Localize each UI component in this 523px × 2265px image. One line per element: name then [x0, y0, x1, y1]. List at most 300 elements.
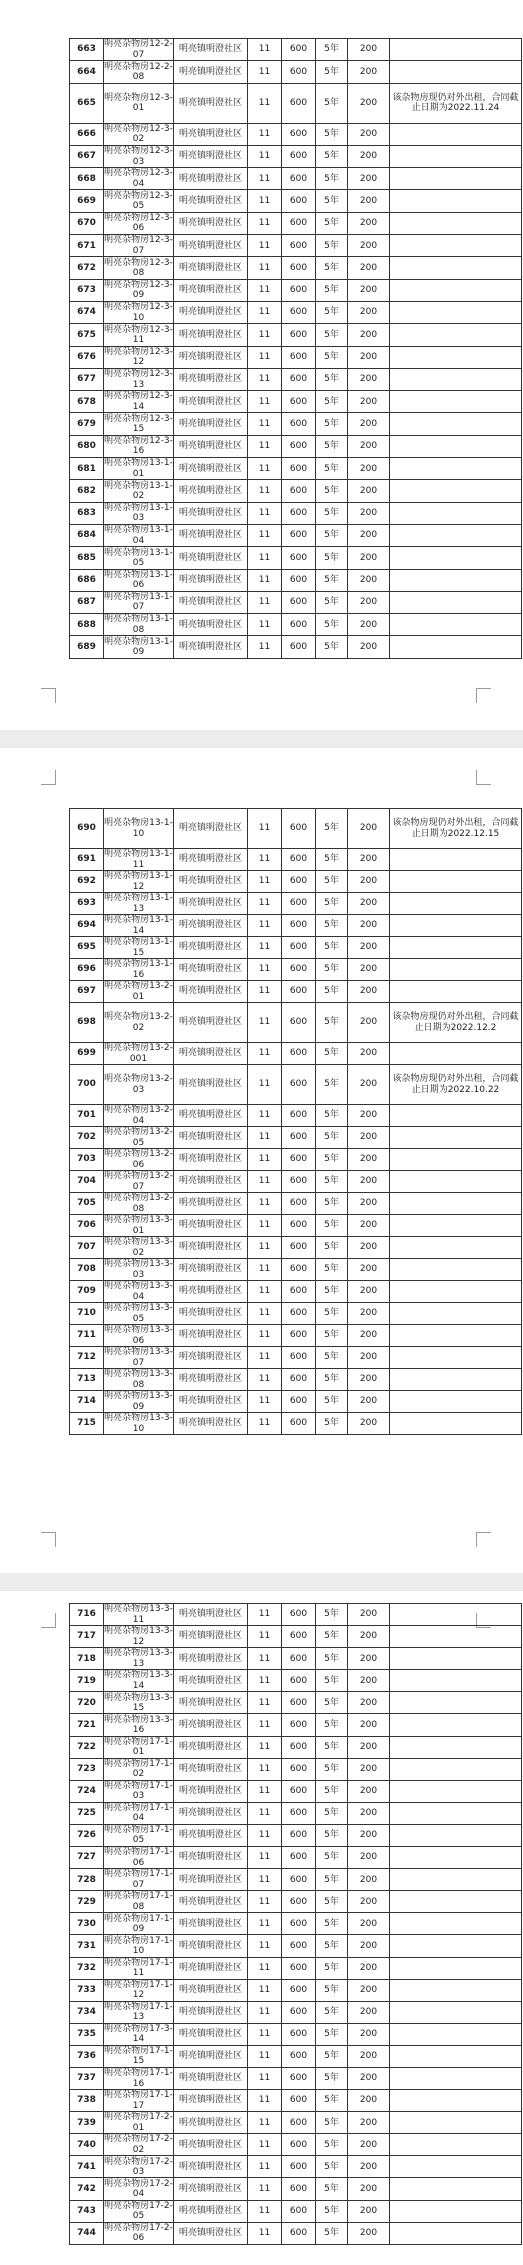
community-name: 明亮镇明澄社区: [174, 346, 248, 368]
table-row: [70, 1935, 522, 1957]
community-name: 明亮镇明澄社区: [174, 1891, 248, 1913]
table-row: [70, 591, 522, 613]
table-row: [70, 2178, 522, 2200]
deposit-value: 200: [348, 1413, 390, 1435]
table-row: [70, 145, 522, 167]
price-value: 600: [282, 435, 316, 457]
lease-term: 5年: [316, 1369, 348, 1391]
area-value: 11: [248, 1303, 282, 1325]
deposit-value: 200: [348, 2156, 390, 2178]
price-value: 600: [282, 2222, 316, 2244]
row-number: 688: [70, 614, 104, 636]
area-value: 11: [248, 547, 282, 569]
remark-note: [390, 1758, 522, 1780]
price-value: 600: [282, 2200, 316, 2222]
remark-note: 该杂物房现仍对外出租，合同截止日期为2022.12.15: [390, 809, 522, 849]
remark-note: [390, 1935, 522, 1957]
row-number: 720: [70, 1692, 104, 1714]
remark-note: [390, 61, 522, 83]
price-value: 600: [282, 1237, 316, 1259]
price-value: 600: [282, 2178, 316, 2200]
lease-term: 5年: [316, 168, 348, 190]
deposit-value: 200: [348, 1149, 390, 1171]
price-value: 600: [282, 145, 316, 167]
row-number: 687: [70, 591, 104, 613]
lease-term: 5年: [316, 959, 348, 981]
area-value: 11: [248, 301, 282, 323]
remark-note: [390, 981, 522, 1003]
community-name: 明亮镇明澄社区: [174, 61, 248, 83]
deposit-value: 200: [348, 1127, 390, 1149]
community-name: 明亮镇明澄社区: [174, 2001, 248, 2023]
price-value: 600: [282, 123, 316, 145]
area-value: 11: [248, 324, 282, 346]
deposit-value: 200: [348, 1325, 390, 1347]
lease-term: 5年: [316, 849, 348, 871]
table-row: [70, 1648, 522, 1670]
deposit-value: 200: [348, 279, 390, 301]
area-value: 11: [248, 502, 282, 524]
deposit-value: 200: [348, 569, 390, 591]
lease-term: 5年: [316, 1847, 348, 1869]
deposit-value: 200: [348, 1043, 390, 1065]
deposit-value: 200: [348, 2067, 390, 2089]
community-name: 明亮镇明澄社区: [174, 1237, 248, 1259]
table-body: [70, 809, 522, 1435]
remark-note: [390, 1127, 522, 1149]
community-name: 明亮镇明澄社区: [174, 235, 248, 257]
price-value: 600: [282, 871, 316, 893]
community-name: 明亮镇明澄社区: [174, 1913, 248, 1935]
area-value: 11: [248, 1802, 282, 1824]
community-name: 明亮镇明澄社区: [174, 1003, 248, 1043]
price-value: 600: [282, 524, 316, 546]
row-number: 668: [70, 168, 104, 190]
table-row: [70, 2112, 522, 2134]
deposit-value: 200: [348, 1957, 390, 1979]
deposit-value: 200: [348, 190, 390, 212]
community-name: 明亮镇明澄社区: [174, 1303, 248, 1325]
row-number: 709: [70, 1281, 104, 1303]
crop-mark: [476, 770, 491, 785]
row-number: 696: [70, 959, 104, 981]
community-name: 明亮镇明澄社区: [174, 1648, 248, 1670]
area-value: 11: [248, 1869, 282, 1891]
table-row: [70, 435, 522, 457]
remark-note: 该杂物房现仍对外出租，合同截止日期为2022.10.22: [390, 1065, 522, 1105]
row-number: 734: [70, 2001, 104, 2023]
row-number: 721: [70, 1714, 104, 1736]
row-number: 685: [70, 547, 104, 569]
row-number: 664: [70, 61, 104, 83]
remark-note: [390, 1105, 522, 1127]
page-gap-2: [0, 1573, 523, 1591]
storage-room-name: 明亮杂物房17-1-02: [104, 1758, 173, 1780]
table-row: [70, 981, 522, 1003]
price-value: 600: [282, 569, 316, 591]
price-value: 600: [282, 1215, 316, 1237]
row-number: 731: [70, 1935, 104, 1957]
table-body: [70, 39, 522, 659]
lease-term: 5年: [316, 2090, 348, 2112]
lease-term: 5年: [316, 1215, 348, 1237]
community-name: 明亮镇明澄社区: [174, 1736, 248, 1758]
storage-room-name: 明亮杂物房12-3-13: [104, 369, 173, 390]
row-number: 679: [70, 413, 104, 435]
remark-note: [390, 524, 522, 546]
rental-table-page-1: [69, 38, 522, 659]
remark-note: [390, 1869, 522, 1891]
remark-note: [390, 1237, 522, 1259]
remark-note: [390, 915, 522, 937]
table-row: [70, 1215, 522, 1237]
price-value: 600: [282, 893, 316, 915]
table-row: [70, 1281, 522, 1303]
page-gap-1: [0, 730, 523, 748]
lease-term: 5年: [316, 1105, 348, 1127]
deposit-value: 200: [348, 2023, 390, 2045]
community-name: 明亮镇明澄社区: [174, 2067, 248, 2089]
storage-room-name: 明亮杂物房13-3-07: [104, 1347, 173, 1368]
area-value: 11: [248, 2178, 282, 2200]
row-number: 697: [70, 981, 104, 1003]
crop-mark: [41, 688, 56, 703]
community-name: 明亮镇明澄社区: [174, 893, 248, 915]
remark-note: [390, 2067, 522, 2089]
row-number: 715: [70, 1413, 104, 1435]
storage-room-name: 明亮杂物房13-1-13: [104, 893, 173, 914]
storage-room-name: 明亮杂物房13-1-12: [104, 871, 173, 892]
storage-room-name: 明亮杂物房17-2-05: [104, 2200, 173, 2222]
price-value: 600: [282, 1065, 316, 1105]
price-value: 600: [282, 502, 316, 524]
area-value: 11: [248, 1935, 282, 1957]
area-value: 11: [248, 1043, 282, 1065]
table-row: [70, 937, 522, 959]
community-name: 明亮镇明澄社区: [174, 1802, 248, 1824]
price-value: 600: [282, 2156, 316, 2178]
table-row: [70, 1325, 522, 1347]
community-name: 明亮镇明澄社区: [174, 1847, 248, 1869]
deposit-value: 200: [348, 1347, 390, 1369]
area-value: 11: [248, 849, 282, 871]
area-value: 11: [248, 458, 282, 480]
table-row: [70, 2200, 522, 2222]
table-row: [70, 168, 522, 190]
area-value: 11: [248, 1105, 282, 1127]
storage-room-name: 明亮杂物房12-3-04: [104, 168, 173, 189]
table-row: [70, 1043, 522, 1065]
remark-note: [390, 145, 522, 167]
community-name: 明亮镇明澄社区: [174, 2045, 248, 2067]
remark-note: [390, 2200, 522, 2222]
lease-term: 5年: [316, 1648, 348, 1670]
price-value: 600: [282, 1347, 316, 1369]
remark-note: [390, 435, 522, 457]
lease-term: 5年: [316, 1347, 348, 1369]
row-number: 694: [70, 915, 104, 937]
community-name: 明亮镇明澄社区: [174, 190, 248, 212]
lease-term: 5年: [316, 1714, 348, 1736]
deposit-value: 200: [348, 413, 390, 435]
lease-term: 5年: [316, 301, 348, 323]
row-number: 738: [70, 2090, 104, 2112]
price-value: 600: [282, 2067, 316, 2089]
deposit-value: 200: [348, 1935, 390, 1957]
price-value: 600: [282, 279, 316, 301]
community-name: 明亮镇明澄社区: [174, 1935, 248, 1957]
price-value: 600: [282, 1758, 316, 1780]
lease-term: 5年: [316, 614, 348, 636]
lease-term: 5年: [316, 981, 348, 1003]
community-name: 明亮镇明澄社区: [174, 1391, 248, 1413]
price-value: 600: [282, 212, 316, 234]
row-number: 710: [70, 1303, 104, 1325]
lease-term: 5年: [316, 2134, 348, 2156]
area-value: 11: [248, 1281, 282, 1303]
deposit-value: 200: [348, 1802, 390, 1824]
storage-room-name: 明亮杂物房17-1-05: [104, 1825, 173, 1846]
table-row: [70, 39, 522, 61]
community-name: 明亮镇明澄社区: [174, 547, 248, 569]
community-name: 明亮镇明澄社区: [174, 809, 248, 849]
lease-term: 5年: [316, 2001, 348, 2023]
lease-term: 5年: [316, 1824, 348, 1846]
remark-note: [390, 959, 522, 981]
price-value: 600: [282, 614, 316, 636]
storage-room-name: 明亮杂物房13-1-09: [104, 636, 173, 658]
deposit-value: 200: [348, 2045, 390, 2067]
lease-term: 5年: [316, 1281, 348, 1303]
lease-term: 5年: [316, 1171, 348, 1193]
community-name: 明亮镇明澄社区: [174, 212, 248, 234]
storage-room-name: 明亮杂物房12-3-03: [104, 146, 173, 167]
area-value: 11: [248, 2222, 282, 2244]
table-row: [70, 368, 522, 390]
row-number: 683: [70, 502, 104, 524]
lease-term: 5年: [316, 1670, 348, 1692]
table-row: [70, 524, 522, 546]
row-number: 677: [70, 368, 104, 390]
area-value: 11: [248, 212, 282, 234]
lease-term: 5年: [316, 1979, 348, 2001]
area-value: 11: [248, 1391, 282, 1413]
lease-term: 5年: [316, 1802, 348, 1824]
storage-room-name: 明亮杂物房12-3-16: [104, 436, 173, 457]
remark-note: [390, 614, 522, 636]
lease-term: 5年: [316, 435, 348, 457]
remark-note: [390, 1325, 522, 1347]
lease-term: 5年: [316, 809, 348, 849]
area-value: 11: [248, 1626, 282, 1648]
table-row: [70, 2156, 522, 2178]
row-number: 670: [70, 212, 104, 234]
community-name: 明亮镇明澄社区: [174, 1193, 248, 1215]
deposit-value: 200: [348, 871, 390, 893]
area-value: 11: [248, 1604, 282, 1626]
remark-note: [390, 480, 522, 502]
lease-term: 5年: [316, 61, 348, 83]
deposit-value: 200: [348, 1869, 390, 1891]
lease-term: 5年: [316, 2222, 348, 2244]
table-row: [70, 1758, 522, 1780]
community-name: 明亮镇明澄社区: [174, 1714, 248, 1736]
area-value: 11: [248, 1171, 282, 1193]
deposit-value: 200: [348, 1913, 390, 1935]
area-value: 11: [248, 1957, 282, 1979]
table-row: [70, 1780, 522, 1802]
table-row: [70, 1604, 522, 1626]
price-value: 600: [282, 2045, 316, 2067]
table-body: [70, 1604, 522, 2245]
price-value: 600: [282, 809, 316, 849]
row-number: 733: [70, 1979, 104, 2001]
remark-note: [390, 1824, 522, 1846]
deposit-value: 200: [348, 981, 390, 1003]
price-value: 600: [282, 413, 316, 435]
lease-term: 5年: [316, 2200, 348, 2222]
area-value: 11: [248, 2156, 282, 2178]
remark-note: [390, 1692, 522, 1714]
price-value: 600: [282, 636, 316, 658]
remark-note: [390, 893, 522, 915]
table-row: [70, 257, 522, 279]
remark-note: [390, 1802, 522, 1824]
lease-term: 5年: [316, 2045, 348, 2067]
deposit-value: 200: [348, 591, 390, 613]
price-value: 600: [282, 324, 316, 346]
area-value: 11: [248, 368, 282, 390]
table-row: [70, 849, 522, 871]
community-name: 明亮镇明澄社区: [174, 636, 248, 658]
deposit-value: 200: [348, 1736, 390, 1758]
storage-room-name: 明亮杂物房13-1-07: [104, 592, 173, 613]
storage-room-name: 明亮杂物房13-1-10: [104, 809, 174, 849]
lease-term: 5年: [316, 368, 348, 390]
lease-term: 5年: [316, 145, 348, 167]
area-value: 11: [248, 1413, 282, 1435]
remark-note: [390, 591, 522, 613]
community-name: 明亮镇明澄社区: [174, 2134, 248, 2156]
community-name: 明亮镇明澄社区: [174, 123, 248, 145]
price-value: 600: [282, 2023, 316, 2045]
remark-note: [390, 1648, 522, 1670]
remark-note: [390, 1369, 522, 1391]
storage-room-name: 明亮杂物房17-1-06: [104, 1847, 173, 1868]
price-value: 600: [282, 1281, 316, 1303]
storage-room-name: 明亮杂物房13-2-04: [104, 1105, 173, 1126]
deposit-value: 200: [348, 458, 390, 480]
area-value: 11: [248, 1913, 282, 1935]
remark-note: [390, 1347, 522, 1369]
community-name: 明亮镇明澄社区: [174, 391, 248, 413]
area-value: 11: [248, 915, 282, 937]
area-value: 11: [248, 1670, 282, 1692]
remark-note: [390, 1736, 522, 1758]
storage-room-name: 明亮杂物房12-3-07: [104, 235, 173, 256]
deposit-value: 200: [348, 636, 390, 658]
storage-room-name: 明亮杂物房12-3-10: [104, 302, 173, 323]
table-row: [70, 1824, 522, 1846]
table-row: [70, 1003, 522, 1043]
community-name: 明亮镇明澄社区: [174, 1626, 248, 1648]
price-value: 600: [282, 1626, 316, 1648]
remark-note: [390, 123, 522, 145]
deposit-value: 200: [348, 2090, 390, 2112]
row-number: 713: [70, 1369, 104, 1391]
lease-term: 5年: [316, 1003, 348, 1043]
remark-note: [390, 1670, 522, 1692]
area-value: 11: [248, 2112, 282, 2134]
price-value: 600: [282, 1127, 316, 1149]
remark-note: [390, 391, 522, 413]
row-number: 708: [70, 1259, 104, 1281]
table-row: [70, 123, 522, 145]
community-name: 明亮镇明澄社区: [174, 1758, 248, 1780]
table-row: [70, 2134, 522, 2156]
row-number: 740: [70, 2134, 104, 2156]
price-value: 600: [282, 1935, 316, 1957]
price-value: 600: [282, 83, 316, 123]
price-value: 600: [282, 959, 316, 981]
area-value: 11: [248, 2200, 282, 2222]
row-number: 706: [70, 1215, 104, 1237]
remark-note: [390, 1391, 522, 1413]
area-value: 11: [248, 168, 282, 190]
storage-room-name: 明亮杂物房12-3-08: [104, 257, 173, 279]
area-value: 11: [248, 1237, 282, 1259]
storage-room-name: 明亮杂物房13-1-14: [104, 915, 173, 936]
row-number: 714: [70, 1391, 104, 1413]
area-value: 11: [248, 1259, 282, 1281]
deposit-value: 200: [348, 480, 390, 502]
deposit-value: 200: [348, 168, 390, 190]
storage-room-name: 明亮杂物房13-1-04: [104, 525, 173, 546]
table-row: [70, 1957, 522, 1979]
deposit-value: 200: [348, 1847, 390, 1869]
storage-room-name: 明亮杂物房17-1-15: [104, 2046, 173, 2067]
area-value: 11: [248, 1736, 282, 1758]
row-number: 681: [70, 458, 104, 480]
community-name: 明亮镇明澄社区: [174, 1670, 248, 1692]
price-value: 600: [282, 1105, 316, 1127]
storage-room-name: 明亮杂物房13-2-05: [104, 1127, 173, 1148]
community-name: 明亮镇明澄社区: [174, 1149, 248, 1171]
community-name: 明亮镇明澄社区: [174, 257, 248, 279]
table-row: [70, 1237, 522, 1259]
area-value: 11: [248, 893, 282, 915]
remark-note: [390, 2156, 522, 2178]
remark-note: [390, 2001, 522, 2023]
area-value: 11: [248, 2023, 282, 2045]
community-name: 明亮镇明澄社区: [174, 168, 248, 190]
lease-term: 5年: [316, 1127, 348, 1149]
row-number: 707: [70, 1237, 104, 1259]
row-number: 744: [70, 2222, 104, 2244]
lease-term: 5年: [316, 235, 348, 257]
community-name: 明亮镇明澄社区: [174, 1281, 248, 1303]
remark-note: [390, 871, 522, 893]
row-number: 726: [70, 1824, 104, 1846]
price-value: 600: [282, 1043, 316, 1065]
community-name: 明亮镇明澄社区: [174, 849, 248, 871]
community-name: 明亮镇明澄社区: [174, 524, 248, 546]
crop-mark: [41, 1613, 56, 1628]
remark-note: [390, 636, 522, 658]
remark-note: [390, 458, 522, 480]
storage-room-name: 明亮杂物房13-1-15: [104, 937, 173, 958]
table-row: [70, 959, 522, 981]
